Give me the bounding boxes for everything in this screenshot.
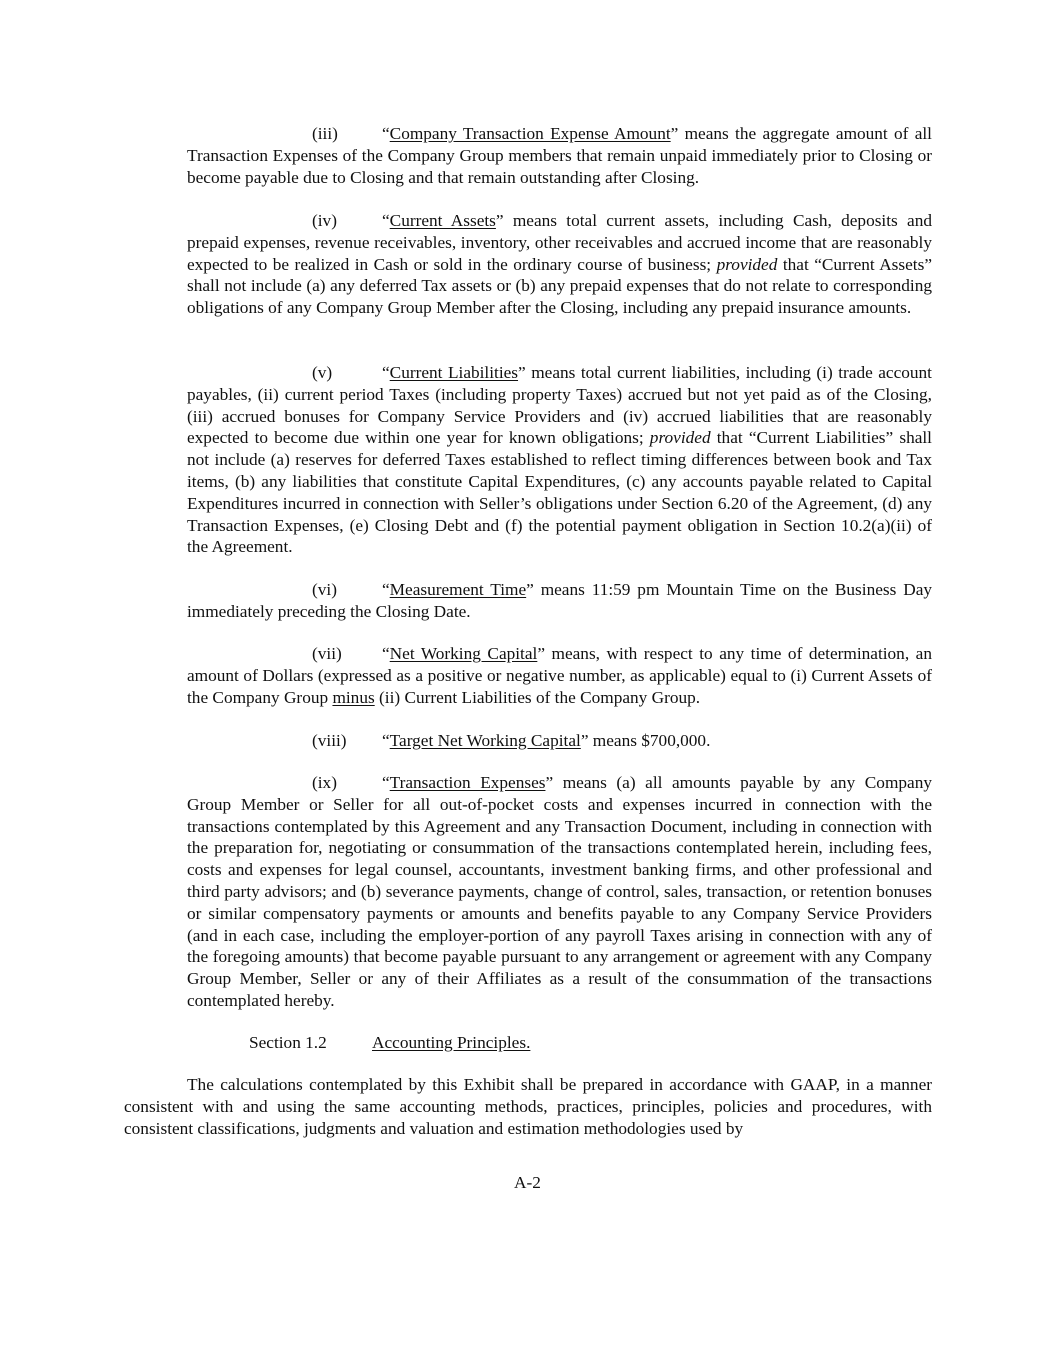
definition-number: (vii) xyxy=(312,644,342,663)
definition-number: (ix) xyxy=(312,773,337,792)
definition-text: means total current assets, including Cash, deposits and prepaid expenses, revenue receivables, inventory, other receivables and accrued income that are reasonably expected to be realized in Cash or sold in the ordinary course of business; xyxy=(187,211,932,274)
definition-measurement-time: (vi) “Measurement Time” means 11:59 pm Mountain Time on the Business Day immediately preceding the Closing Date. xyxy=(187,580,933,621)
definition-target-net-working-capital: (viii) “Target Net Working Capital” means $700,000. xyxy=(312,731,711,750)
definition-number: (iv) xyxy=(312,211,337,230)
defined-term: Current Assets xyxy=(389,211,496,230)
section-number: Section 1.2 xyxy=(249,1033,327,1052)
accounting-principles-paragraph: The calculations contemplated by this Exhibit shall be prepared in accordance with GAAP, in a manner consistent with and using the same accounting methods, practices, principles, policies and procedures, with consistent classifications, judgments and valuation and estimation methodologies used by xyxy=(124,1075,932,1138)
definition-net-working-capital: (vii) “Net Working Capital” means, with respect to any time of determination, an amount of Dollars (expressed as a positive or negative number, as applicable) equal to (i) Current Assets of the Company Group minus (ii) Current Liabilities of the Company Group. xyxy=(187,644,932,707)
section-title: Accounting Principles. xyxy=(372,1033,531,1052)
defined-term: Net Working Capital xyxy=(389,644,538,663)
definition-number: (iii) xyxy=(312,124,338,143)
provided-italic: provided xyxy=(649,428,711,448)
definition-number: (vi) xyxy=(312,580,337,599)
defined-term: Measurement Time xyxy=(389,580,527,599)
provided-italic: provided xyxy=(716,254,778,274)
minus-underlined: minus xyxy=(332,687,375,707)
defined-term: Transaction Expenses xyxy=(389,773,546,792)
definition-current-liabilities: (v) “Current Liabilities” means total current liabilities, including (i) trade account payables, (ii) current period Taxes (including property Taxes) accrued but not yet paid as of the Closing, (iii) accrued bonuses for Company Service Providers and (iv) accrued liabilities that are reasonably expected to become due within one year for known obligations; provided that “Current Liabilities” shall not include (a) reserves for deferred Taxes established to reflect timing differences between book and Tax items, (b) any liabilities that constitute Capital Expenditures, (c) any accounts payable related to Capital Expenditures incurred in connection with Seller’s obligations under Section 6.20 of the Agreement, (d) any Transaction Expenses, (e) Closing Debt and (f) the potential payment obligation in Section 10.2(a)(ii) of the Agreement. xyxy=(187,363,932,557)
page-number: A-2 xyxy=(514,1173,541,1192)
definition-text: means the aggregate amount of all Transaction Expenses of the Company Group members that remain unpaid immediately prior to Closing or become payable due to Closing and that remain outstanding after Closing. xyxy=(187,124,932,187)
definition-text: that “Current Assets” shall not include (a) any deferred Tax assets or (b) any prepaid expenses that do not relate to corresponding obligations of any Company Group Member after the Closing, including any prepaid insurance amounts. xyxy=(187,254,932,318)
section-heading xyxy=(249,1032,530,1054)
defined-term: Company Transaction Expense Amount xyxy=(389,124,671,143)
definition-text: means, with respect to any time of determination, an amount of Dollars (expressed as a positive or negative number, as applicable) equal to (i) Current Assets of the Company Group xyxy=(187,644,932,707)
definition-text: that “Current Liabilities” shall not include (a) reserves for deferred Taxes established to reflect timing differences between book and Tax items, (b) any liabilities that constitute Capital Expenditures, (c) any accounts payable related to Capital Expenditures incurred in connection with Seller’s obligations under Section 6.20 of the Agreement, (d) any Transaction Expenses, (e) Closing Debt and (f) the potential payment obligation in Section 10.2(a)(ii) of the Agreement. xyxy=(187,428,932,557)
definition-text: means total current liabilities, including (i) trade account payables, (ii) current period Taxes (including property Taxes) accrued but not yet paid as of the Closing, (iii) accrued bonuses for Company Service Providers and (iv) accrued liabilities that are reasonably expected to become due within one year for known obligations; xyxy=(187,363,932,448)
definition-number: (viii) xyxy=(312,731,347,750)
defined-term: Current Liabilities xyxy=(389,363,519,382)
definition-text: (ii) Current Liabilities of the Company Group. xyxy=(374,687,701,707)
definition-text: means 11:59 pm Mountain Time on the Business Day immediately preceding the Closing Date. xyxy=(187,580,933,621)
definition-company-transaction-expense-amount: (iii) “Company Transaction Expense Amount” means the aggregate amount of all Transaction Expenses of the Company Group members that remain unpaid immediately prior to Closing or become payable due to Closing and that remain outstanding after Closing. xyxy=(187,124,932,187)
definition-transaction-expenses: (ix) “Transaction Expenses” means (a) all amounts payable by any Company Group Member or Seller for all out-of-pocket costs and expenses incurred in connection with the transactions contemplated by this Agreement and any Transaction Document, including in connection with the preparation for, negotiating or consummation of the transactions contemplated herein, including fees, costs and expenses for legal counsel, accountants, investment banking firms, and other professional and third party advisors; and (b) severance payments, change of control, sales, transaction, or retention bonuses or similar compensatory payments or amounts and benefits payable to any Company Service Providers (and in each case, including the employer-portion of any payroll Taxes arising in connection with any of the foregoing amounts) that become payable pursuant to any arrangement or agreement with any Company Group Member, Seller or any of their Affiliates as a result of the consummation of the transactions contemplated hereby. xyxy=(187,773,932,1010)
definition-number: (v) xyxy=(312,363,333,382)
definition-text: means $700,000. xyxy=(588,731,711,750)
definition-current-assets: (iv) “Current Assets” means total current assets, including Cash, deposits and prepaid expenses, revenue receivables, inventory, other receivables and accrued income that are reasonably expected to be realized in Cash or sold in the ordinary course of business; provided that “Current Assets” shall not include (a) any deferred Tax assets or (b) any prepaid expenses that do not relate to corresponding obligations of any Company Group Member after the Closing, including any prepaid insurance amounts. xyxy=(187,211,932,318)
definition-text: means (a) all amounts payable by any Company Group Member or Seller for all out-of-pocket costs and expenses incurred in connection with the transactions contemplated by this Agreement and any Transaction Document, including in connection with the preparation for, negotiating or consummation of the transactions contemplated herein, including fees, costs and expenses for legal counsel, accountants, investment banking firms, and other professional and third party advisors; and (b) severance payments, change of control, sales, transaction, or retention bonuses or similar compensatory payments or amounts and benefits payable to any Company Service Providers (and in each case, including the employer-portion of any payroll Taxes arising in connection with any of the foregoing amounts) that become payable pursuant to any arrangement or agreement with any Company Group Member, Seller or any of their Affiliates as a result of the consummation of the transactions contemplated hereby. xyxy=(187,773,932,1010)
defined-term: Target Net Working Capital xyxy=(389,731,581,750)
